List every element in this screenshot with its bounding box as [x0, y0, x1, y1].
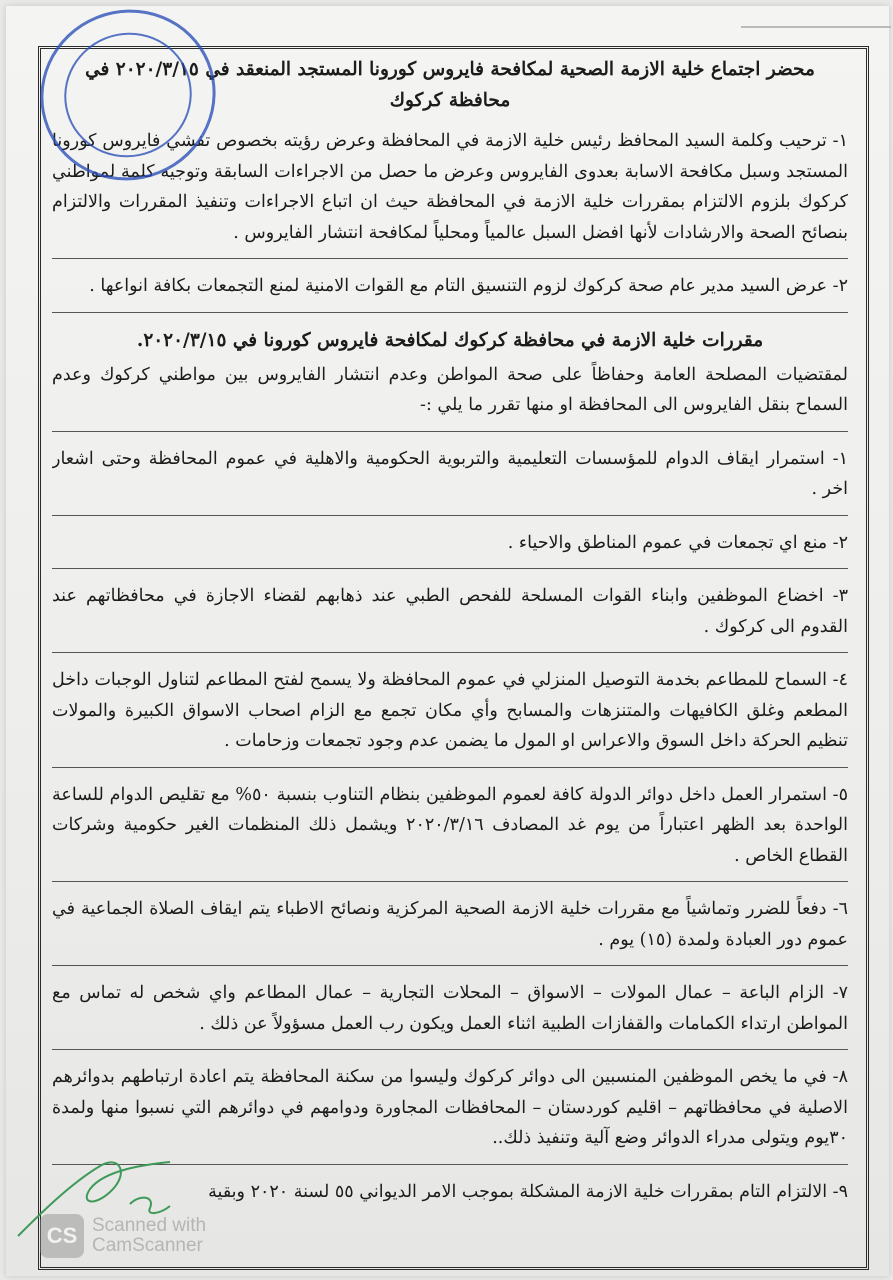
- decision-item-2: ٢- منع اي تجمعات في عموم المناطق والاحياء .: [507, 532, 848, 553]
- intro-item-1: ١- ترحيب وكلمة السيد المحافظ رئيس خلية الازمة في المحافظة وعرض رؤيته بخصوص تفشي فايروس كورونا المستجد وسبل مكافحة الاسابة بعدوى الفايروس وعرض ما حصل من الاجراءات السابقة وتوجيه كلمة لمواطني كركوك بلزوم الالتزام بمقررات خلية الازمة في المحافظة حيث ان اتباع الاجراءات وتنفيذ المقررات والالتزام بنصائح الصحة والارشادات لأنها افضل السبل عالمياً ومحلياً لمكافحة انتشار الفايروس .: [52, 131, 848, 243]
- section-divider: [52, 881, 848, 882]
- camscanner-watermark: [40, 1206, 300, 1266]
- section-divider: [52, 652, 848, 653]
- decision-item-9: ٩- الالتزام التام بمقررات خلية الازمة المشكلة بموجب الامر الديواني ٥٥ لسنة ٢٠٢٠ وبقية: [208, 1181, 848, 1202]
- camscanner-logo-icon: CS: [40, 1214, 84, 1258]
- decision-item-8: ٨- في ما يخص الموظفين المنسبين الى دوائر كركوك وليسوا من سكنة المحافظة يتم اعادة ارتباطهم بدوائرهم الاصلية في محافظاتهم – اقليم كوردستان – المحافظات المجاورة ودوامهم في دوائرهم التي نسبوا منها ولمدة ٣٠يوم ويتولى مدراء الدوائر وضع آلية وتنفيذ ذلك..: [52, 1067, 848, 1148]
- intro-item-2: ٢- عرض السيد مدير عام صحة كركوك لزوم التنسيق التام مع القوات الامنية لمنع التجمعات بكافة انواعها .: [89, 276, 848, 296]
- watermark-text: [92, 1216, 206, 1256]
- decision-item-3: ٣- اخضاع الموظفين وابناء القوات المسلحة للفحص الطبي عند ذهابهم لقضاء الاجازة في محافظاتهم عند القدوم الى كركوك .: [52, 586, 848, 637]
- section-divider: [52, 767, 848, 768]
- decision-item-4: ٤- السماح للمطاعم بخدمة التوصيل المنزلي في عموم المحافظة ولا يسمح لفتح المطاعم لتناول الوجبات داخل المطعم وغلق الكافيهات والمتنزهات والمسابح وأي مكان تجمع مع الزام اصحاب الاسواق الكبيرة والمولات تنظيم الحركة داخل السوق والاعراس او المول ما يضمن عدم وجود تجمعات وزحامات .: [52, 670, 848, 751]
- decisions-intro: لمقتضيات المصلحة العامة وحفاظاً على صحة المواطن وعدم انتشار الفايروس بين مواطني كركوك وعدم السماح بنقل الفايروس الى المحافظة او منها تقرر ما يلي :-: [52, 364, 848, 415]
- decision-item-6: ٦- دفعاً للضرر وتماشياً مع مقررات خلية الازمة الصحية المركزية ونصائح الاطباء يتم ايقاف الصلاة الجماعية في عموم دور العبادة ولمدة (١٥) يوم .: [52, 899, 848, 950]
- section-divider: [52, 258, 848, 259]
- decision-item-7: ٧- الزام الباعة – عمال المولات – الاسواق – المحلات التجارية – عمال المطاعم واي شخص له تماس مع المواطن ارتداء الكمامات والقفازات الطبية اثناء العمل ويكون رب العمل مسؤولاً عن ذلك .: [52, 983, 848, 1034]
- decision-item-5: ٥- استمرار العمل داخل دوائر الدولة كافة لعموم الموظفين بنظام التناوب بنسبة ٥٠% مع تقليص الدوام للساعة الواحدة بعد الظهر اعتباراً من يوم غد المصادف ٢٠٢٠/٣/١٦ ويشمل ذلك المنظمات الغير حكومية وشركات القطاع الخاص .: [52, 784, 848, 866]
- stamp-inner-ring: [45, 14, 210, 177]
- section-divider: [52, 431, 848, 432]
- title-line-2: محافظة كركوك: [389, 90, 511, 111]
- section-divider: [52, 568, 848, 569]
- section-divider: [52, 965, 848, 966]
- decisions-title: مقررات خلية الازمة في محافظة كركوك لمكافحة فايروس كورونا في ٢٠٢٠/٣/١٥.: [136, 329, 764, 351]
- watermark-line-2: CamScanner: [92, 1235, 203, 1256]
- section-divider: [52, 312, 848, 313]
- watermark-line-1: Scanned with: [92, 1215, 207, 1236]
- top-edge-line: [741, 26, 891, 28]
- document-body: [52, 54, 848, 1254]
- section-divider: [52, 1049, 848, 1050]
- document-page: [6, 6, 889, 1276]
- decision-item-1: ١- استمرار ايقاف الدوام للمؤسسات التعليمية والتربوية الحكومية والاهلية في عموم المحافظة وحتى اشعار اخر .: [52, 448, 848, 499]
- section-divider: [52, 515, 848, 516]
- title-line-1: محضر اجتماع خلية الازمة الصحية لمكافحة فايروس كورونا المستجد المنعقد في ٢٠٢٠/٣/١٥ في: [85, 59, 815, 80]
